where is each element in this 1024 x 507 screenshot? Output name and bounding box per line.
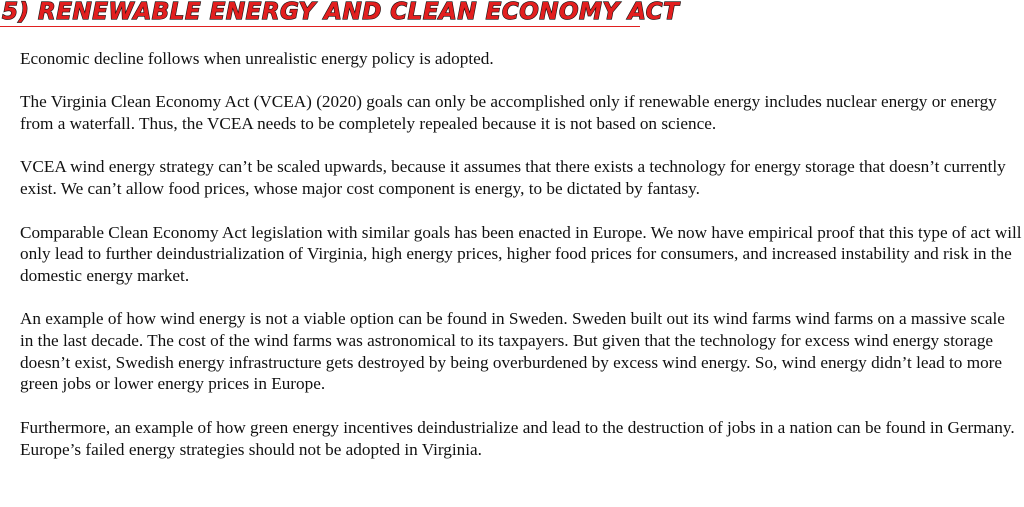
paragraph-vcea-goals: The Virginia Clean Economy Act (VCEA) (2020) goals can only be accomplished only if renewable energy includes nuclear energy or energy from a waterfall. Thus, the VCEA needs to be completely repealed because it is not based on science. xyxy=(20,92,997,134)
paragraph-wind-strategy: VCEA wind energy strategy can’t be scaled upwards, because it assumes that there exists a technology for energy storage that doesn’t currently exist. We can’t allow food prices, whose major cost component is energy, to be dictated by fantasy. xyxy=(20,157,1006,199)
paragraph-europe-comparison: Comparable Clean Economy Act legislation with similar goals has been enacted in Europe. We now have empirical proof that this type of act will only lead to further deindustrialization of Virginia, high energy prices, higher food prices for consumers, and increased instability and risk in the domestic energy market. xyxy=(20,222,1022,285)
section-body xyxy=(20,48,1022,482)
section-heading xyxy=(0,0,680,27)
section-title: 5) RENEWABLE ENERGY AND CLEAN ECONOMY ACT xyxy=(2,0,680,25)
paragraph-germany-example: Furthermore, an example of how green energy incentives deindustrialize and lead to the destruction of jobs in a nation can be found in Germany. Europe’s failed energy strategies should not be adopted in Virginia. xyxy=(20,417,1015,459)
paragraph-economic-decline: Economic decline follows when unrealistic energy policy is adopted. xyxy=(20,49,494,68)
paragraph-sweden-example: An example of how wind energy is not a viable option can be found in Sweden. Sweden built out its wind farms wind farms on a massive scale in the last decade. The cost of the wind farms was astronomical to its taxpayers. But given that the technology for excess wind energy storage doesn’t exist, Swedish energy infrastructure gets destroyed by being overburdened by excess wind energy. So, wind energy didn’t lead to more green jobs or lower energy prices in Europe. xyxy=(20,309,1005,394)
